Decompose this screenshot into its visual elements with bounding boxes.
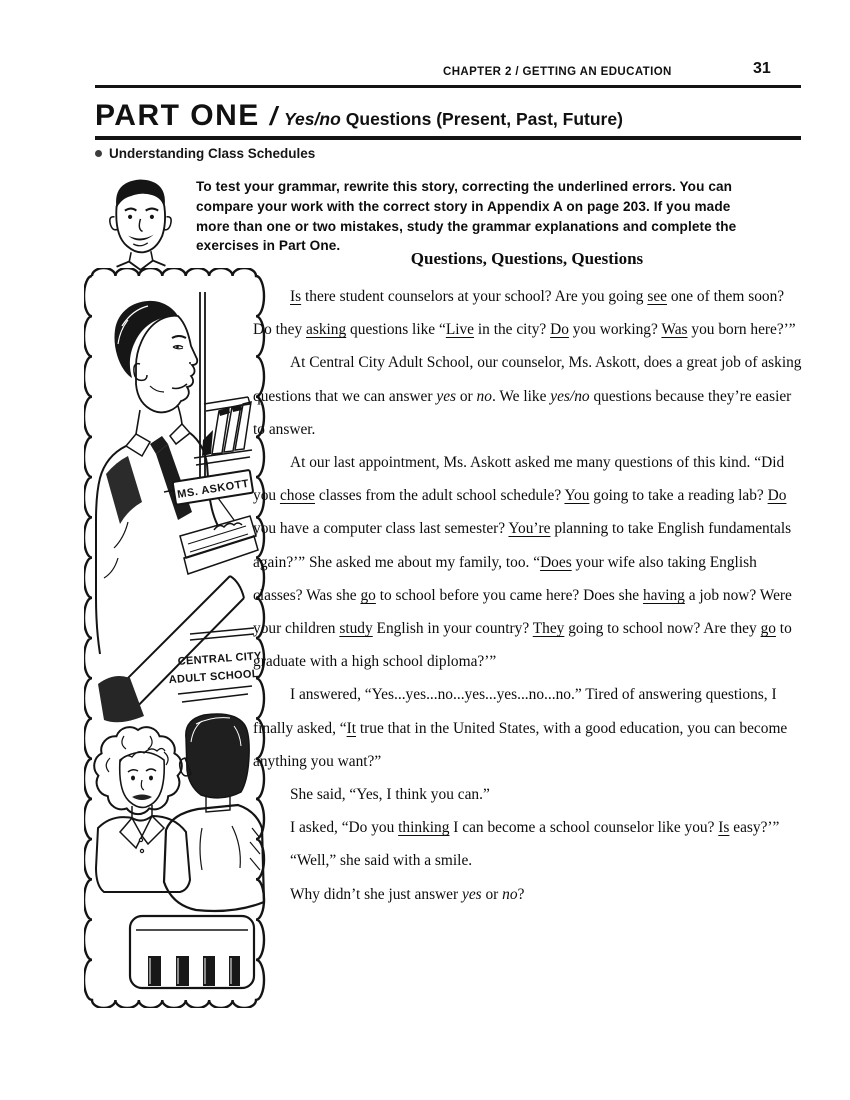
story-underlined-error: Does: [540, 553, 572, 571]
story-italic-word: no: [502, 885, 518, 903]
bullet-icon: [95, 150, 102, 157]
story-italic-word: yes: [461, 885, 482, 903]
story-paragraph: [253, 778, 805, 811]
story-underlined-error: having: [642, 586, 685, 604]
story-text-segment: ?: [517, 885, 525, 903]
section-heading: [95, 146, 315, 161]
story-underlined-error: They: [532, 620, 565, 638]
story-underlined-error: chose: [279, 487, 315, 505]
story-underlined-error: You: [564, 487, 590, 505]
story-text-segment: At our last appointment, Ms. Askott asked me many questions of this kind. “Did you: [253, 454, 785, 505]
story-text-segment: Why didn’t she just answer: [290, 885, 462, 903]
story-text-segment: questions because they’re easier to answer.: [253, 387, 792, 438]
story-text-segment: your wife also taking English classes? Was she: [253, 553, 757, 604]
story-underlined-error: Live: [445, 321, 475, 339]
section-heading-label: Understanding Class Schedules: [109, 146, 316, 161]
instruction-line: exercises in Part One.: [196, 238, 341, 254]
story-underlined-error: Was: [661, 321, 688, 339]
school-sign-line1: CENTRAL CITY: [177, 650, 263, 668]
story-text-segment: one of them soon? Do they: [253, 288, 785, 339]
story-underlined-error: It: [346, 719, 356, 737]
header-rule: [95, 85, 801, 88]
story-text-segment: in the city?: [474, 321, 551, 339]
story-paragraph: [253, 811, 805, 844]
story-underlined-error: Do: [767, 487, 787, 505]
story-text-segment: At Central City Adult School, our counselor, Ms. Askott, does a great job of asking questions that we can answer: [253, 354, 802, 405]
story-underlined-error: thinking: [398, 819, 450, 837]
part-heading-separator: /: [269, 101, 278, 131]
story-text-segment: “Well,” she said with a smile.: [290, 852, 473, 870]
story-text-segment: true that in the United States, with a good education, you can become anything you want?”: [253, 719, 788, 770]
story-paragraph: [253, 844, 805, 877]
story-text-segment: to school before you came here? Does she: [375, 586, 643, 604]
story-title: Questions, Questions, Questions: [410, 249, 644, 268]
story-text-segment: I answered, “Yes...yes...no...yes...yes...no...no.” Tired of answering questions, I finally asked, “: [253, 686, 777, 737]
part-heading-topic: Questions (Present, Past, Future): [345, 109, 623, 129]
story-paragraph: [253, 346, 805, 446]
ms-askott-nameplate-text: MS. ASKOTT: [176, 477, 250, 501]
story-underlined-error: You’re: [508, 520, 551, 538]
cloud-bubble-border: [84, 268, 264, 1008]
story-underlined-error: Is: [290, 288, 302, 305]
story-paragraph: [253, 878, 805, 911]
instruction-text: [196, 177, 804, 256]
part-heading-topic-italic: Yes/no: [284, 109, 341, 129]
story-text-segment: there student counselors at your school? Are you going: [301, 288, 648, 305]
story-underlined-error: study: [339, 620, 373, 638]
story-text-segment: I can become a school counselor like you?: [449, 819, 719, 837]
story-underlined-error: Do: [550, 321, 569, 339]
instruction-line: compare your work with the correct story in Appendix A on page 203. If you made: [196, 198, 731, 214]
instruction-line: more than one or two mistakes, study the grammar explanations and complete the: [196, 218, 737, 234]
story-underlined-error: go: [760, 620, 776, 638]
story-text-segment: to graduate with a high school diploma?’”: [253, 620, 792, 671]
story-text-segment: classes from the adult school schedule?: [314, 487, 565, 505]
story-text-segment: She said, “Yes, I think you can.”: [290, 786, 490, 804]
story-underlined-error: go: [360, 586, 376, 604]
story-paragraph: [253, 678, 805, 778]
story-text-segment: going to take a reading lab?: [589, 487, 768, 505]
story-text-segment: easy?’”: [729, 819, 780, 837]
story-text-segment: English in your country?: [372, 620, 533, 638]
chapter-running-head: CHAPTER 2 / GETTING AN EDUCATION: [443, 66, 672, 78]
story-text-segment: you have a computer class last semester?: [253, 520, 509, 538]
story-text-segment: or: [456, 387, 477, 405]
school-sign-line2: ADULT SCHOOL: [168, 667, 260, 687]
instruction-line: To test your grammar, rewrite this story, correcting the underlined errors. You can: [196, 179, 733, 194]
story-text-segment: questions like “: [346, 321, 446, 339]
story-paragraph: [253, 280, 805, 346]
story-body: [253, 280, 805, 911]
story-underlined-error: asking: [306, 321, 347, 339]
story-text-segment: planning to take English fundamentals again?’” She asked me about my family, too. “: [253, 520, 792, 571]
story-italic-word: yes/no: [550, 387, 590, 405]
story-text-segment: going to school now? Are they: [564, 620, 761, 638]
story-underlined-error: Is: [718, 819, 730, 837]
story-text-segment: you born here?’”: [687, 321, 796, 339]
story-text-segment: you working?: [568, 321, 662, 339]
story-paragraphs: [253, 280, 805, 911]
story-italic-word: no: [476, 387, 492, 405]
part-heading: [95, 99, 623, 133]
story-text-segment: . We like: [491, 387, 551, 405]
counselor-illustration: [84, 268, 269, 1008]
story-text-segment: or: [481, 885, 503, 903]
story-text-segment: I asked, “Do you: [290, 819, 399, 837]
story-italic-word: yes: [436, 387, 457, 405]
story-text-segment: a job now? Were your children: [253, 586, 792, 638]
advice-face-icon: [102, 167, 180, 273]
page-number: 31: [753, 60, 771, 77]
story-paragraph: [253, 446, 805, 678]
part-heading-rule: [95, 136, 801, 140]
story-underlined-error: see: [647, 288, 667, 305]
part-heading-label: PART ONE: [95, 99, 260, 132]
